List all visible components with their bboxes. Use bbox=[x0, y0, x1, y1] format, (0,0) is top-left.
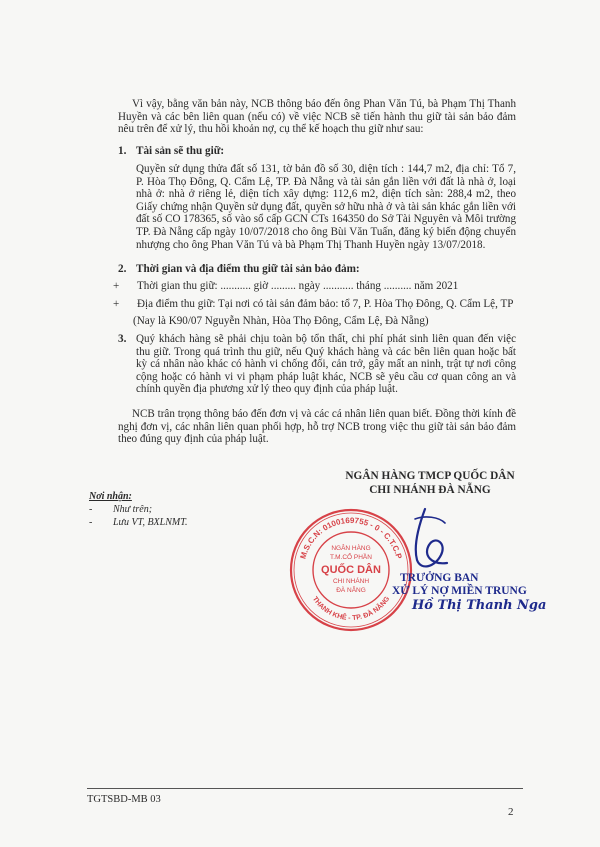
signer-role-line2: XỬ LÝ NỢ MIỀN TRUNG bbox=[392, 585, 527, 597]
closing-paragraph: NCB trân trọng thông báo đến đơn vị và các cá nhân liên quan biết. Đồng thời kính đề nghị đơn vị, các nhân liên quan phối hợp, hỗ trợ NCB trong việc thu giữ tài sản bảo đảm theo đúng quy định của pháp luật. bbox=[118, 408, 516, 446]
place-text: Địa điểm thu giữ: Tại nơi có tài sản đảm bảo: tổ 7, P. Hòa Thọ Đông, Q. Cẩm Lệ, TP bbox=[137, 298, 514, 310]
section-3-number: 3. bbox=[118, 333, 127, 345]
section-1-heading bbox=[118, 145, 518, 158]
bank-name: NGÂN HÀNG TMCP QUỐC DÂN bbox=[345, 470, 515, 482]
section-1-text: Quyền sử dụng thửa đất số 131, tờ bản đồ số 30, diện tích : 144,7 m2, địa chỉ: Tổ 7, P. Hòa Thọ Đông, Q. Cẩm Lệ, TP. Đà Nẵng và tài sản gắn liền với đất là nhà ở, loại nhà ở: nhà ở riêng lẻ, diện tích xây dựng: 112,6 m2, diện tích sàn: 288,4 m2, theo Giấy chứng nhận Quyền sử dụng đất, quyền sở hữu nhà ở và tài sản khác gắn liền với đất số CO 178365, số vào sổ cấp GCN CTs 164350 do Sở Tài Nguyên và Môi trường TP. Đà Nẵng cấp ngày 10/07/2018 cho ông Bùi Văn Tuấn, đăng ký biến động chuyển nhượng cho ông Phan Văn Tú và bà Phạm Thị Thanh Huyền ngày 13/07/2018. bbox=[136, 163, 516, 251]
svg-text:ĐÀ NẴNG: ĐÀ NẴNG bbox=[336, 587, 366, 594]
signer-name: Hồ Thị Thanh Nga bbox=[412, 598, 547, 613]
plus-bullet: + bbox=[113, 298, 120, 310]
svg-text:T.M.CỔ PHẦN: T.M.CỔ PHẦN bbox=[330, 554, 372, 561]
form-code: TGTSBD-MB 03 bbox=[87, 794, 161, 805]
section-2-title: Thời gian và địa điểm thu giữ tài sản bảo đảm: bbox=[136, 263, 360, 275]
svg-text:NGÂN HÀNG: NGÂN HÀNG bbox=[331, 545, 371, 552]
plus-bullet: + bbox=[113, 280, 120, 292]
recipients-heading: Nơi nhận: bbox=[89, 491, 132, 502]
svg-text:THANH KHÊ - TP. ĐÀ NẴNG: THANH KHÊ - TP. ĐÀ NẴNG bbox=[310, 595, 392, 623]
svg-text:CHI NHÁNH: CHI NHÁNH bbox=[332, 578, 370, 585]
section-2-number: 2. bbox=[118, 263, 127, 275]
place-note: (Nay là K90/07 Nguyễn Nhàn, Hòa Thọ Đông, Cẩm Lệ, Đà Nẵng) bbox=[133, 315, 429, 327]
recipient-item: - Lưu VT, BXLNMT. bbox=[89, 517, 188, 528]
handwritten-signature bbox=[395, 505, 455, 575]
time-row bbox=[113, 280, 518, 293]
intro-paragraph: Vì vậy, bằng văn bản này, NCB thông báo đến ông Phan Văn Tú, bà Phạm Thị Thanh Huyền và các bên liên quan (nếu có) về việc NCB sẽ tiến hành thu giữ tài sản bảo đảm nêu trên để xử lý, thu hồi khoản nợ, cụ thể kế hoạch thu giữ như sau: bbox=[118, 98, 516, 136]
section-1-title: Tài sản sẽ thu giữ: bbox=[136, 145, 225, 157]
place-row bbox=[113, 298, 518, 311]
branch-name: CHI NHÁNH ĐÀ NẴNG bbox=[369, 484, 491, 496]
signer-role-line1: TRƯỞNG BAN bbox=[400, 572, 479, 584]
page-number: 2 bbox=[508, 806, 514, 818]
svg-text:QUỐC DÂN: QUỐC DÂN bbox=[321, 564, 381, 576]
time-text: Thời gian thu giữ: ........... giờ ......... ngày ........... tháng .......... năm 2021 bbox=[137, 280, 459, 292]
footer-divider bbox=[87, 788, 523, 789]
section-2-heading bbox=[118, 263, 518, 276]
svg-text:M.S.C.N: 0100169755 - 0 - C.T.: M.S.C.N: 0100169755 - 0 - C.T.C.P bbox=[298, 515, 404, 561]
recipients-block bbox=[89, 490, 188, 529]
section-1-number: 1. bbox=[118, 145, 127, 157]
recipient-item: - Như trên; bbox=[89, 504, 153, 515]
section-3-text: Quý khách hàng sẽ phải chịu toàn bộ tổn thất, chi phí phát sinh liên quan đến việc thu giữ. Trong quá trình thu giữ, nếu Quý khách hàng và các bên liên quan hoặc bất kỳ cá nhân nào khác có hành vi chống đối, cản trở, gây mất an ninh, trật tự nơi công cộng hoặc có hành vi vi phạm pháp luật khác, NCB sẽ yêu cầu cơ quan công an và chính quyền địa phương xử lý theo quy định của pháp luật. bbox=[136, 333, 516, 396]
